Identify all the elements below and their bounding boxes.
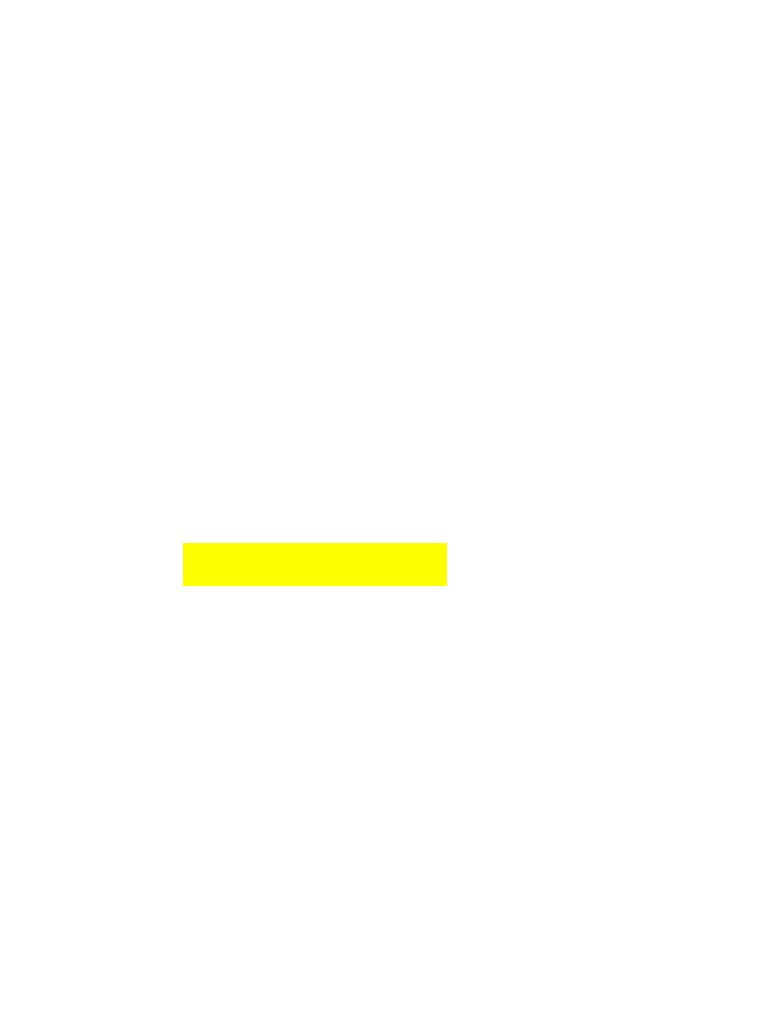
l-label	[574, 118, 666, 150]
c-label	[714, 118, 737, 150]
date-header	[667, 169, 737, 251]
course-name	[574, 70, 666, 117]
hours-header	[518, 169, 573, 251]
course-code	[448, 70, 517, 117]
unit-header	[13, 169, 113, 251]
faculty-label	[13, 118, 113, 150]
facilities-header	[574, 169, 666, 251]
institute-name	[13, 44, 182, 69]
p-label	[690, 118, 713, 150]
faculty-name	[114, 118, 573, 150]
topic-highlight	[183, 543, 447, 586]
lecture-plan-title	[448, 44, 573, 69]
semester-label	[574, 44, 666, 69]
topics-header	[183, 169, 447, 251]
department-name	[13, 70, 182, 117]
lecture-no-header	[114, 169, 182, 251]
t-label	[667, 118, 689, 150]
unit-1	[13, 252, 113, 300]
unit-2	[13, 587, 113, 646]
